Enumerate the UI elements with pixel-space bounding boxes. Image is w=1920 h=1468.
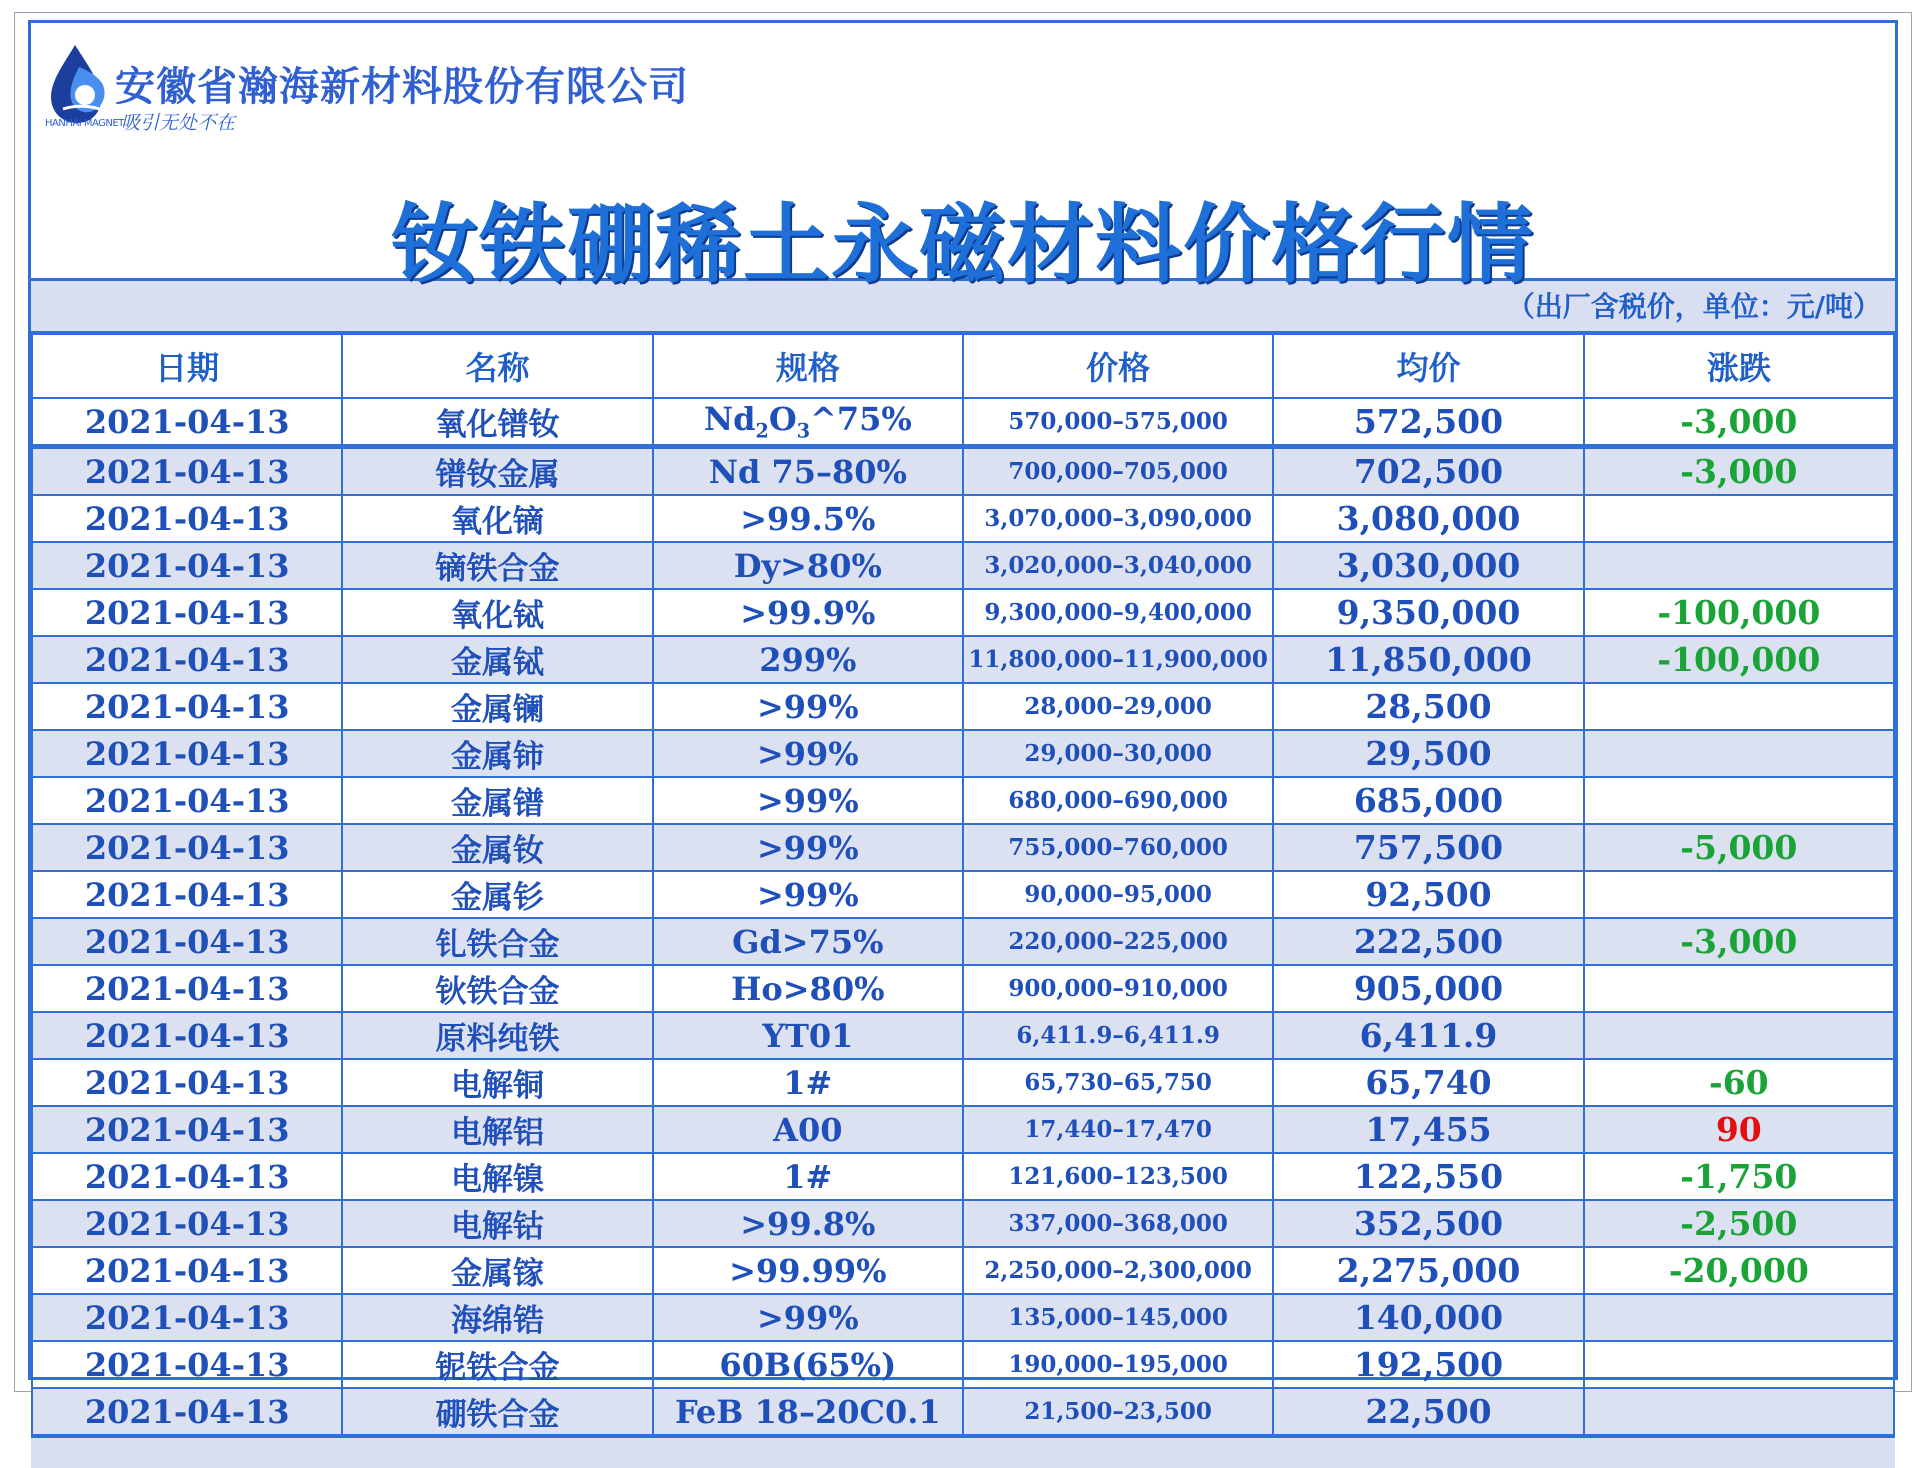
header-change: 涨跌 bbox=[1584, 334, 1894, 398]
cell-price: 11,800,000–11,900,000 bbox=[963, 636, 1273, 683]
cell-change bbox=[1584, 965, 1894, 1012]
cell-avg: 222,500 bbox=[1273, 918, 1583, 965]
cell-name: 钆铁合金 bbox=[342, 918, 652, 965]
cell-date: 2021-04-13 bbox=[32, 918, 342, 965]
cell-name: 镝铁合金 bbox=[342, 542, 652, 589]
cell-change: -5,000 bbox=[1584, 824, 1894, 871]
table-row bbox=[32, 918, 1894, 965]
cell-avg: 29,500 bbox=[1273, 730, 1583, 777]
table-row bbox=[32, 398, 1894, 447]
cell-change bbox=[1584, 1012, 1894, 1059]
cell-price: 29,000–30,000 bbox=[963, 730, 1273, 777]
header-date: 日期 bbox=[32, 334, 342, 398]
cell-price: 3,070,000–3,090,000 bbox=[963, 495, 1273, 542]
cell-date: 2021-04-13 bbox=[32, 542, 342, 589]
formula-subscript: 3 bbox=[796, 419, 811, 443]
cell-date: 2021-04-13 bbox=[32, 495, 342, 542]
cell-date: 2021-04-13 bbox=[32, 1388, 342, 1435]
cell-avg: 28,500 bbox=[1273, 683, 1583, 730]
cell-avg: 192,500 bbox=[1273, 1341, 1583, 1388]
table-row bbox=[32, 1012, 1894, 1059]
cell-price: 3,020,000–3,040,000 bbox=[963, 542, 1273, 589]
cell-date: 2021-04-13 bbox=[32, 589, 342, 636]
cell-price: 121,600–123,500 bbox=[963, 1153, 1273, 1200]
table-row bbox=[32, 1388, 1894, 1435]
cell-spec: >99.9% bbox=[653, 589, 963, 636]
formula-subscript: 2 bbox=[755, 419, 769, 443]
cell-spec bbox=[653, 398, 963, 447]
cell-change bbox=[1584, 1388, 1894, 1435]
header-name: 名称 bbox=[342, 334, 652, 398]
cell-spec: 299% bbox=[653, 636, 963, 683]
cell-avg: 65,740 bbox=[1273, 1059, 1583, 1106]
cell-name: 金属铽 bbox=[342, 636, 652, 683]
cell-spec: >99% bbox=[653, 824, 963, 871]
table-row bbox=[32, 1059, 1894, 1106]
cell-avg: 905,000 bbox=[1273, 965, 1583, 1012]
cell-spec: >99% bbox=[653, 871, 963, 918]
cell-name: 硼铁合金 bbox=[342, 1388, 652, 1435]
cell-change: -100,000 bbox=[1584, 636, 1894, 683]
table-row bbox=[32, 589, 1894, 636]
cell-name: 氧化镝 bbox=[342, 495, 652, 542]
table-row bbox=[32, 1247, 1894, 1294]
cell-price: 570,000–575,000 bbox=[963, 398, 1273, 447]
cell-spec: 1# bbox=[653, 1153, 963, 1200]
cell-avg: 3,080,000 bbox=[1273, 495, 1583, 542]
cell-date: 2021-04-13 bbox=[32, 965, 342, 1012]
cell-date: 2021-04-13 bbox=[32, 1200, 342, 1247]
cell-date: 2021-04-13 bbox=[32, 1153, 342, 1200]
cell-name: 金属铈 bbox=[342, 730, 652, 777]
cell-spec: >99.5% bbox=[653, 495, 963, 542]
formula-part: O bbox=[768, 400, 797, 439]
cell-price: 700,000–705,000 bbox=[963, 447, 1273, 496]
table-row bbox=[32, 683, 1894, 730]
cell-date: 2021-04-13 bbox=[32, 871, 342, 918]
cell-price: 65,730–65,750 bbox=[963, 1059, 1273, 1106]
cell-date: 2021-04-13 bbox=[32, 683, 342, 730]
cell-name: 电解铜 bbox=[342, 1059, 652, 1106]
cell-name: 金属钐 bbox=[342, 871, 652, 918]
table-row bbox=[32, 871, 1894, 918]
table-row bbox=[32, 1106, 1894, 1153]
cell-change: 90 bbox=[1584, 1106, 1894, 1153]
price-table bbox=[31, 333, 1895, 1436]
cell-price: 755,000–760,000 bbox=[963, 824, 1273, 871]
cell-avg: 17,455 bbox=[1273, 1106, 1583, 1153]
cell-date: 2021-04-13 bbox=[32, 777, 342, 824]
cell-change bbox=[1584, 730, 1894, 777]
table-row bbox=[32, 824, 1894, 871]
cell-change bbox=[1584, 871, 1894, 918]
cell-avg: 572,500 bbox=[1273, 398, 1583, 447]
cell-name: 金属镧 bbox=[342, 683, 652, 730]
cell-spec: YT01 bbox=[653, 1012, 963, 1059]
table-row bbox=[32, 1153, 1894, 1200]
cell-price: 28,000–29,000 bbox=[963, 683, 1273, 730]
cell-change: -2,500 bbox=[1584, 1200, 1894, 1247]
cell-price: 680,000–690,000 bbox=[963, 777, 1273, 824]
cell-price: 6,411.9–6,411.9 bbox=[963, 1012, 1273, 1059]
table-row bbox=[32, 495, 1894, 542]
cell-change: -3,000 bbox=[1584, 447, 1894, 496]
cell-change bbox=[1584, 777, 1894, 824]
cell-name: 镨钕金属 bbox=[342, 447, 652, 496]
cell-spec: >99% bbox=[653, 730, 963, 777]
cell-name: 铌铁合金 bbox=[342, 1341, 652, 1388]
cell-change bbox=[1584, 1341, 1894, 1388]
table-header-row bbox=[32, 334, 1894, 398]
cell-name: 电解镍 bbox=[342, 1153, 652, 1200]
cell-price: 2,250,000–2,300,000 bbox=[963, 1247, 1273, 1294]
cell-date: 2021-04-13 bbox=[32, 1341, 342, 1388]
cell-date: 2021-04-13 bbox=[32, 636, 342, 683]
cell-price: 135,000–145,000 bbox=[963, 1294, 1273, 1341]
cell-date: 2021-04-13 bbox=[32, 1294, 342, 1341]
cell-avg: 3,030,000 bbox=[1273, 542, 1583, 589]
header-price: 价格 bbox=[963, 334, 1273, 398]
cell-date: 2021-04-13 bbox=[32, 730, 342, 777]
cell-avg: 22,500 bbox=[1273, 1388, 1583, 1435]
table-row bbox=[32, 447, 1894, 496]
cell-spec: 1# bbox=[653, 1059, 963, 1106]
cell-price: 90,000–95,000 bbox=[963, 871, 1273, 918]
table-row bbox=[32, 730, 1894, 777]
cell-spec: A00 bbox=[653, 1106, 963, 1153]
table-row bbox=[32, 636, 1894, 683]
cell-spec: >99% bbox=[653, 1294, 963, 1341]
cell-name: 金属镨 bbox=[342, 777, 652, 824]
cell-price: 900,000–910,000 bbox=[963, 965, 1273, 1012]
cell-date: 2021-04-13 bbox=[32, 1247, 342, 1294]
cell-spec: >99% bbox=[653, 777, 963, 824]
cell-spec: Nd 75–80% bbox=[653, 447, 963, 496]
table-row bbox=[32, 777, 1894, 824]
cell-change bbox=[1584, 495, 1894, 542]
cell-price: 21,500–23,500 bbox=[963, 1388, 1273, 1435]
cell-date: 2021-04-13 bbox=[32, 447, 342, 496]
bottom-band bbox=[31, 1436, 1895, 1468]
cell-date: 2021-04-13 bbox=[32, 824, 342, 871]
table-row bbox=[32, 542, 1894, 589]
cell-spec: >99.99% bbox=[653, 1247, 963, 1294]
cell-change: -60 bbox=[1584, 1059, 1894, 1106]
company-slogan: 吸引无处不在 bbox=[121, 112, 236, 134]
cell-price: 17,440–17,470 bbox=[963, 1106, 1273, 1153]
logo-caption: HANHAI MAGNET bbox=[45, 118, 124, 129]
cell-avg: 6,411.9 bbox=[1273, 1012, 1583, 1059]
cell-date: 2021-04-13 bbox=[32, 1106, 342, 1153]
cell-name: 电解铝 bbox=[342, 1106, 652, 1153]
cell-name: 氧化铽 bbox=[342, 589, 652, 636]
cell-spec: >99.8% bbox=[653, 1200, 963, 1247]
cell-spec: Ho>80% bbox=[653, 965, 963, 1012]
cell-change bbox=[1584, 542, 1894, 589]
cell-spec: FeB 18–20C0.1 bbox=[653, 1388, 963, 1435]
cell-avg: 11,850,000 bbox=[1273, 636, 1583, 683]
formula-part: ^75% bbox=[810, 400, 912, 439]
cell-change: -20,000 bbox=[1584, 1247, 1894, 1294]
cell-name: 钬铁合金 bbox=[342, 965, 652, 1012]
cell-avg: 9,350,000 bbox=[1273, 589, 1583, 636]
cell-avg: 2,275,000 bbox=[1273, 1247, 1583, 1294]
cell-name: 金属镓 bbox=[342, 1247, 652, 1294]
cell-change: -100,000 bbox=[1584, 589, 1894, 636]
cell-name: 原料纯铁 bbox=[342, 1012, 652, 1059]
company-name: 安徽省瀚海新材料股份有限公司 bbox=[115, 63, 689, 110]
cell-name: 氧化镨钕 bbox=[342, 398, 652, 447]
cell-price: 9,300,000–9,400,000 bbox=[963, 589, 1273, 636]
cell-date: 2021-04-13 bbox=[32, 1059, 342, 1106]
unit-note: （出厂含税价，单位：元/吨） bbox=[31, 281, 1895, 333]
cell-avg: 352,500 bbox=[1273, 1200, 1583, 1247]
cell-change bbox=[1584, 1294, 1894, 1341]
table-row bbox=[32, 965, 1894, 1012]
header-avg: 均价 bbox=[1273, 334, 1583, 398]
cell-date: 2021-04-13 bbox=[32, 398, 342, 447]
cell-name: 金属钕 bbox=[342, 824, 652, 871]
cell-change bbox=[1584, 683, 1894, 730]
table-row bbox=[32, 1294, 1894, 1341]
sheet-header bbox=[31, 23, 1895, 295]
cell-avg: 92,500 bbox=[1273, 871, 1583, 918]
cell-avg: 757,500 bbox=[1273, 824, 1583, 871]
table-row bbox=[32, 1200, 1894, 1247]
header-spec: 规格 bbox=[653, 334, 963, 398]
cell-change: -1,750 bbox=[1584, 1153, 1894, 1200]
cell-avg: 685,000 bbox=[1273, 777, 1583, 824]
cell-avg: 702,500 bbox=[1273, 447, 1583, 496]
cell-price: 190,000–195,000 bbox=[963, 1341, 1273, 1388]
cell-name: 海绵锆 bbox=[342, 1294, 652, 1341]
table-body bbox=[32, 398, 1894, 1435]
cell-name: 电解钴 bbox=[342, 1200, 652, 1247]
cell-change: -3,000 bbox=[1584, 918, 1894, 965]
price-sheet bbox=[28, 20, 1898, 1433]
formula-part: Nd bbox=[703, 400, 756, 439]
cell-spec: Gd>75% bbox=[653, 918, 963, 965]
cell-price: 220,000–225,000 bbox=[963, 918, 1273, 965]
cell-price: 337,000–368,000 bbox=[963, 1200, 1273, 1247]
page-title: 钕铁硼稀土永磁材料价格行情 bbox=[391, 195, 1535, 295]
cell-avg: 122,550 bbox=[1273, 1153, 1583, 1200]
cell-spec: 60B(65%) bbox=[653, 1341, 963, 1388]
cell-spec: >99% bbox=[653, 683, 963, 730]
cell-change: -3,000 bbox=[1584, 398, 1894, 447]
cell-avg: 140,000 bbox=[1273, 1294, 1583, 1341]
cell-spec: Dy>80% bbox=[653, 542, 963, 589]
cell-date: 2021-04-13 bbox=[32, 1012, 342, 1059]
table-row bbox=[32, 1341, 1894, 1388]
